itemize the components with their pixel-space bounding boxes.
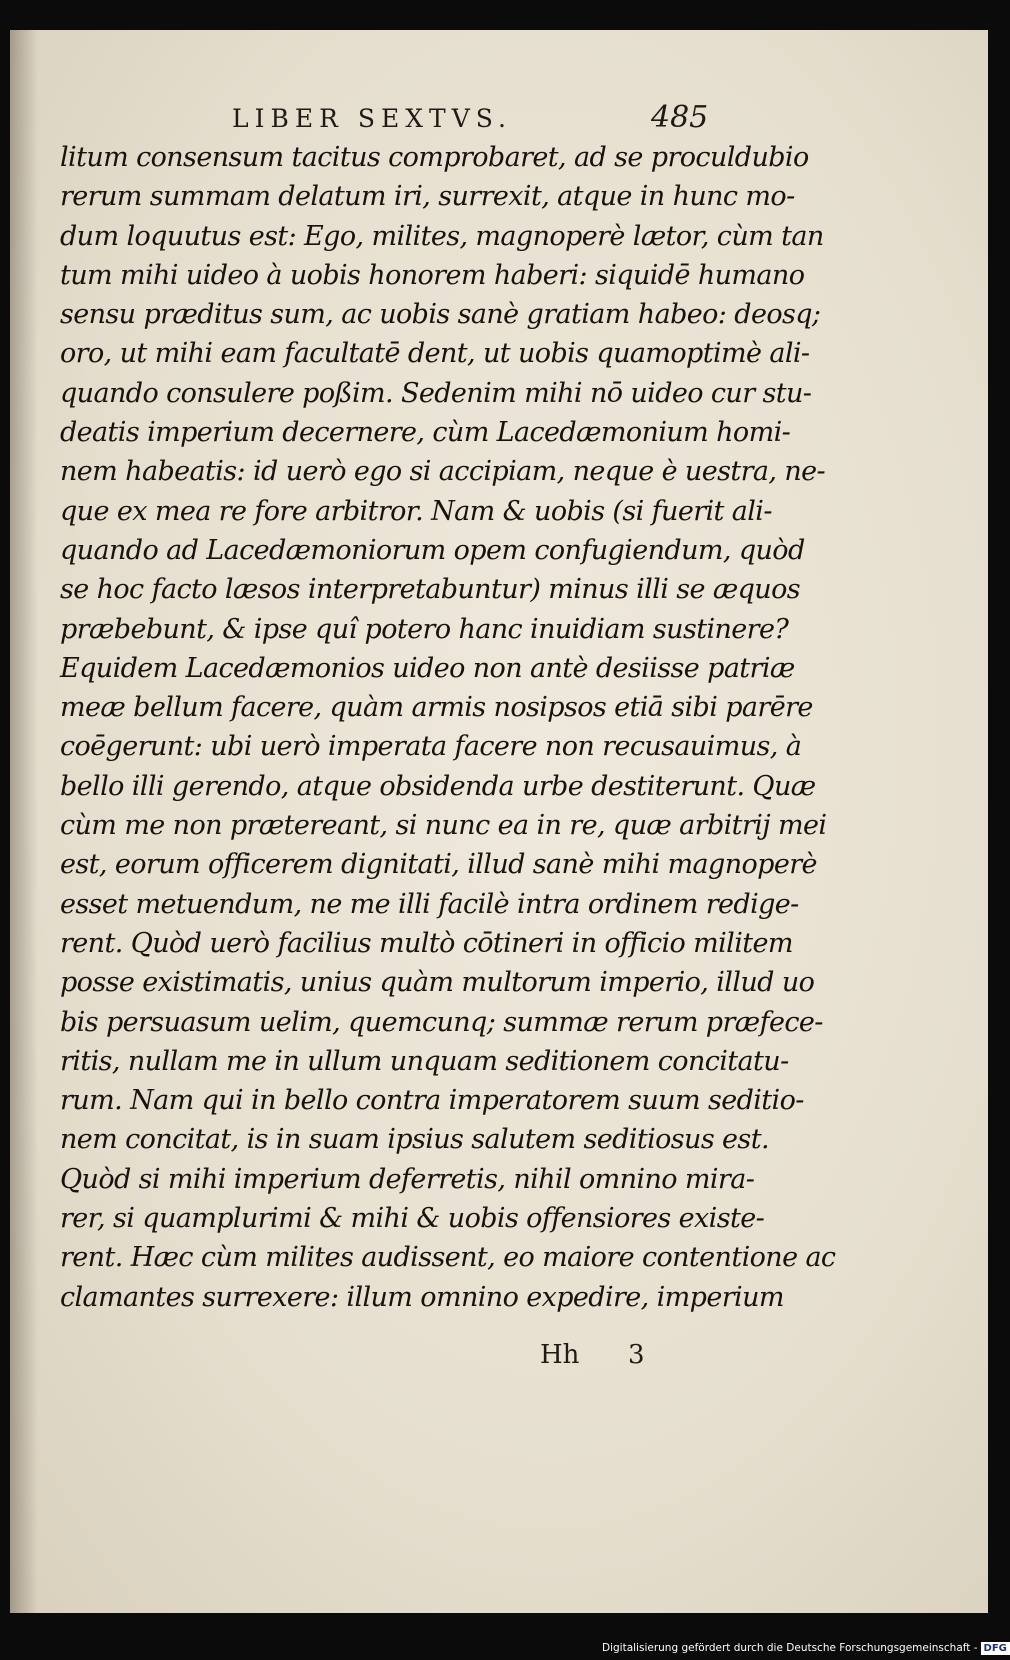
text-line: que ex mea re fore arbitror. Nam & uobis (si fuerit ali- bbox=[60, 495, 772, 527]
text-line: quando consulere poßim. Sedenim mihi nō uideo cur stu- bbox=[60, 377, 812, 409]
text-line: nem habeatis: id uerò ego si accipiam, neque è uestra, ne- bbox=[60, 456, 826, 488]
dfg-logo: DFG bbox=[981, 1642, 1010, 1655]
text-line: rerum summam delatum iri, surrexit, atque in hunc mo- bbox=[60, 181, 795, 213]
running-head: LIBER SEXTVS. bbox=[232, 104, 512, 133]
text-line: rer, si quamplurimi & mihi & uobis offensiores existe- bbox=[60, 1203, 765, 1235]
paper-page bbox=[10, 30, 988, 1613]
text-line: rent. Quòd uerò facilius multò cōtineri in officio militem bbox=[60, 927, 793, 959]
text-line: sensu præditus sum, ac uobis sanè gratiam habeo: deosq; bbox=[60, 299, 821, 331]
text-line: Equidem Lacedæmonios uideo non antè desiisse patriæ bbox=[60, 652, 795, 684]
text-line: posse existimatis, unius quàm multorum imperio, illud uo bbox=[60, 967, 815, 999]
text-line: nem concitat, is in suam ipsius salutem seditiosus est. bbox=[60, 1124, 769, 1156]
text-line: deatis imperium decernere, cùm Lacedæmonium homi- bbox=[60, 417, 791, 449]
text-line: litum consensum tacitus comprobaret, ad se proculdubio bbox=[60, 142, 809, 173]
text-line: coēgerunt: ubi uerò imperata facere non recusauimus, à bbox=[60, 731, 802, 763]
text-line: bis persuasum uelim, quemcunq; summæ rerum præfece- bbox=[60, 1006, 823, 1038]
text-line: bello illi gerendo, atque obsidenda urbe destiterunt. Quæ bbox=[60, 770, 816, 802]
text-line: esset metuendum, ne me illi facilè intra ordinem redige- bbox=[60, 888, 799, 920]
text-line: se hoc facto læsos interpretabuntur) minus illi se æquos bbox=[60, 574, 800, 606]
gutter-shadow bbox=[10, 30, 38, 1613]
text-line: clamantes surrexere: illum omnino expedire, imperium bbox=[60, 1281, 784, 1313]
text-line: præbebunt, & ipse quî potero hanc inuidiam sustinere? bbox=[60, 613, 789, 645]
text-line: dum loquutus est: Ego, milites, magnoperè lætor, cùm tan bbox=[60, 220, 824, 252]
text-line: oro, ut mihi eam facultatē dent, ut uobis quamoptimè ali- bbox=[60, 338, 810, 370]
text-line: quando ad Lacedæmoniorum opem confugiendum, quòd bbox=[60, 534, 805, 566]
text-line: meæ bellum facere, quàm armis nosipsos etiā sibi parēre bbox=[60, 692, 813, 724]
credit-text: Digitalisierung gefördert durch die Deutsche Forschungsgemeinschaft - bbox=[602, 1642, 978, 1654]
signature-number: 3 bbox=[628, 1340, 645, 1370]
text-line: est, eorum officerem dignitati, illud sanè mihi magnoperè bbox=[60, 849, 817, 881]
text-line: rent. Hæc cùm milites audissent, eo maiore contentione ac bbox=[60, 1242, 836, 1274]
signature-mark: Hh bbox=[540, 1340, 580, 1370]
text-line: cùm me non prætereant, si nunc ea in re, quæ arbitrij mei bbox=[60, 810, 827, 842]
page-number: 485 bbox=[651, 100, 709, 135]
text-line: ritis, nullam me in ullum unquam seditionem concitatu- bbox=[60, 1045, 789, 1077]
body-text bbox=[60, 138, 836, 1317]
text-line: Quòd si mihi imperium deferretis, nihil omnino mira- bbox=[60, 1163, 755, 1195]
text-line: rum. Nam qui in bello contra imperatorem suum seditio- bbox=[60, 1085, 804, 1117]
text-line: tum mihi uideo à uobis honorem haberi: siquidē humano bbox=[60, 259, 805, 291]
digitization-credit bbox=[602, 1642, 1010, 1655]
